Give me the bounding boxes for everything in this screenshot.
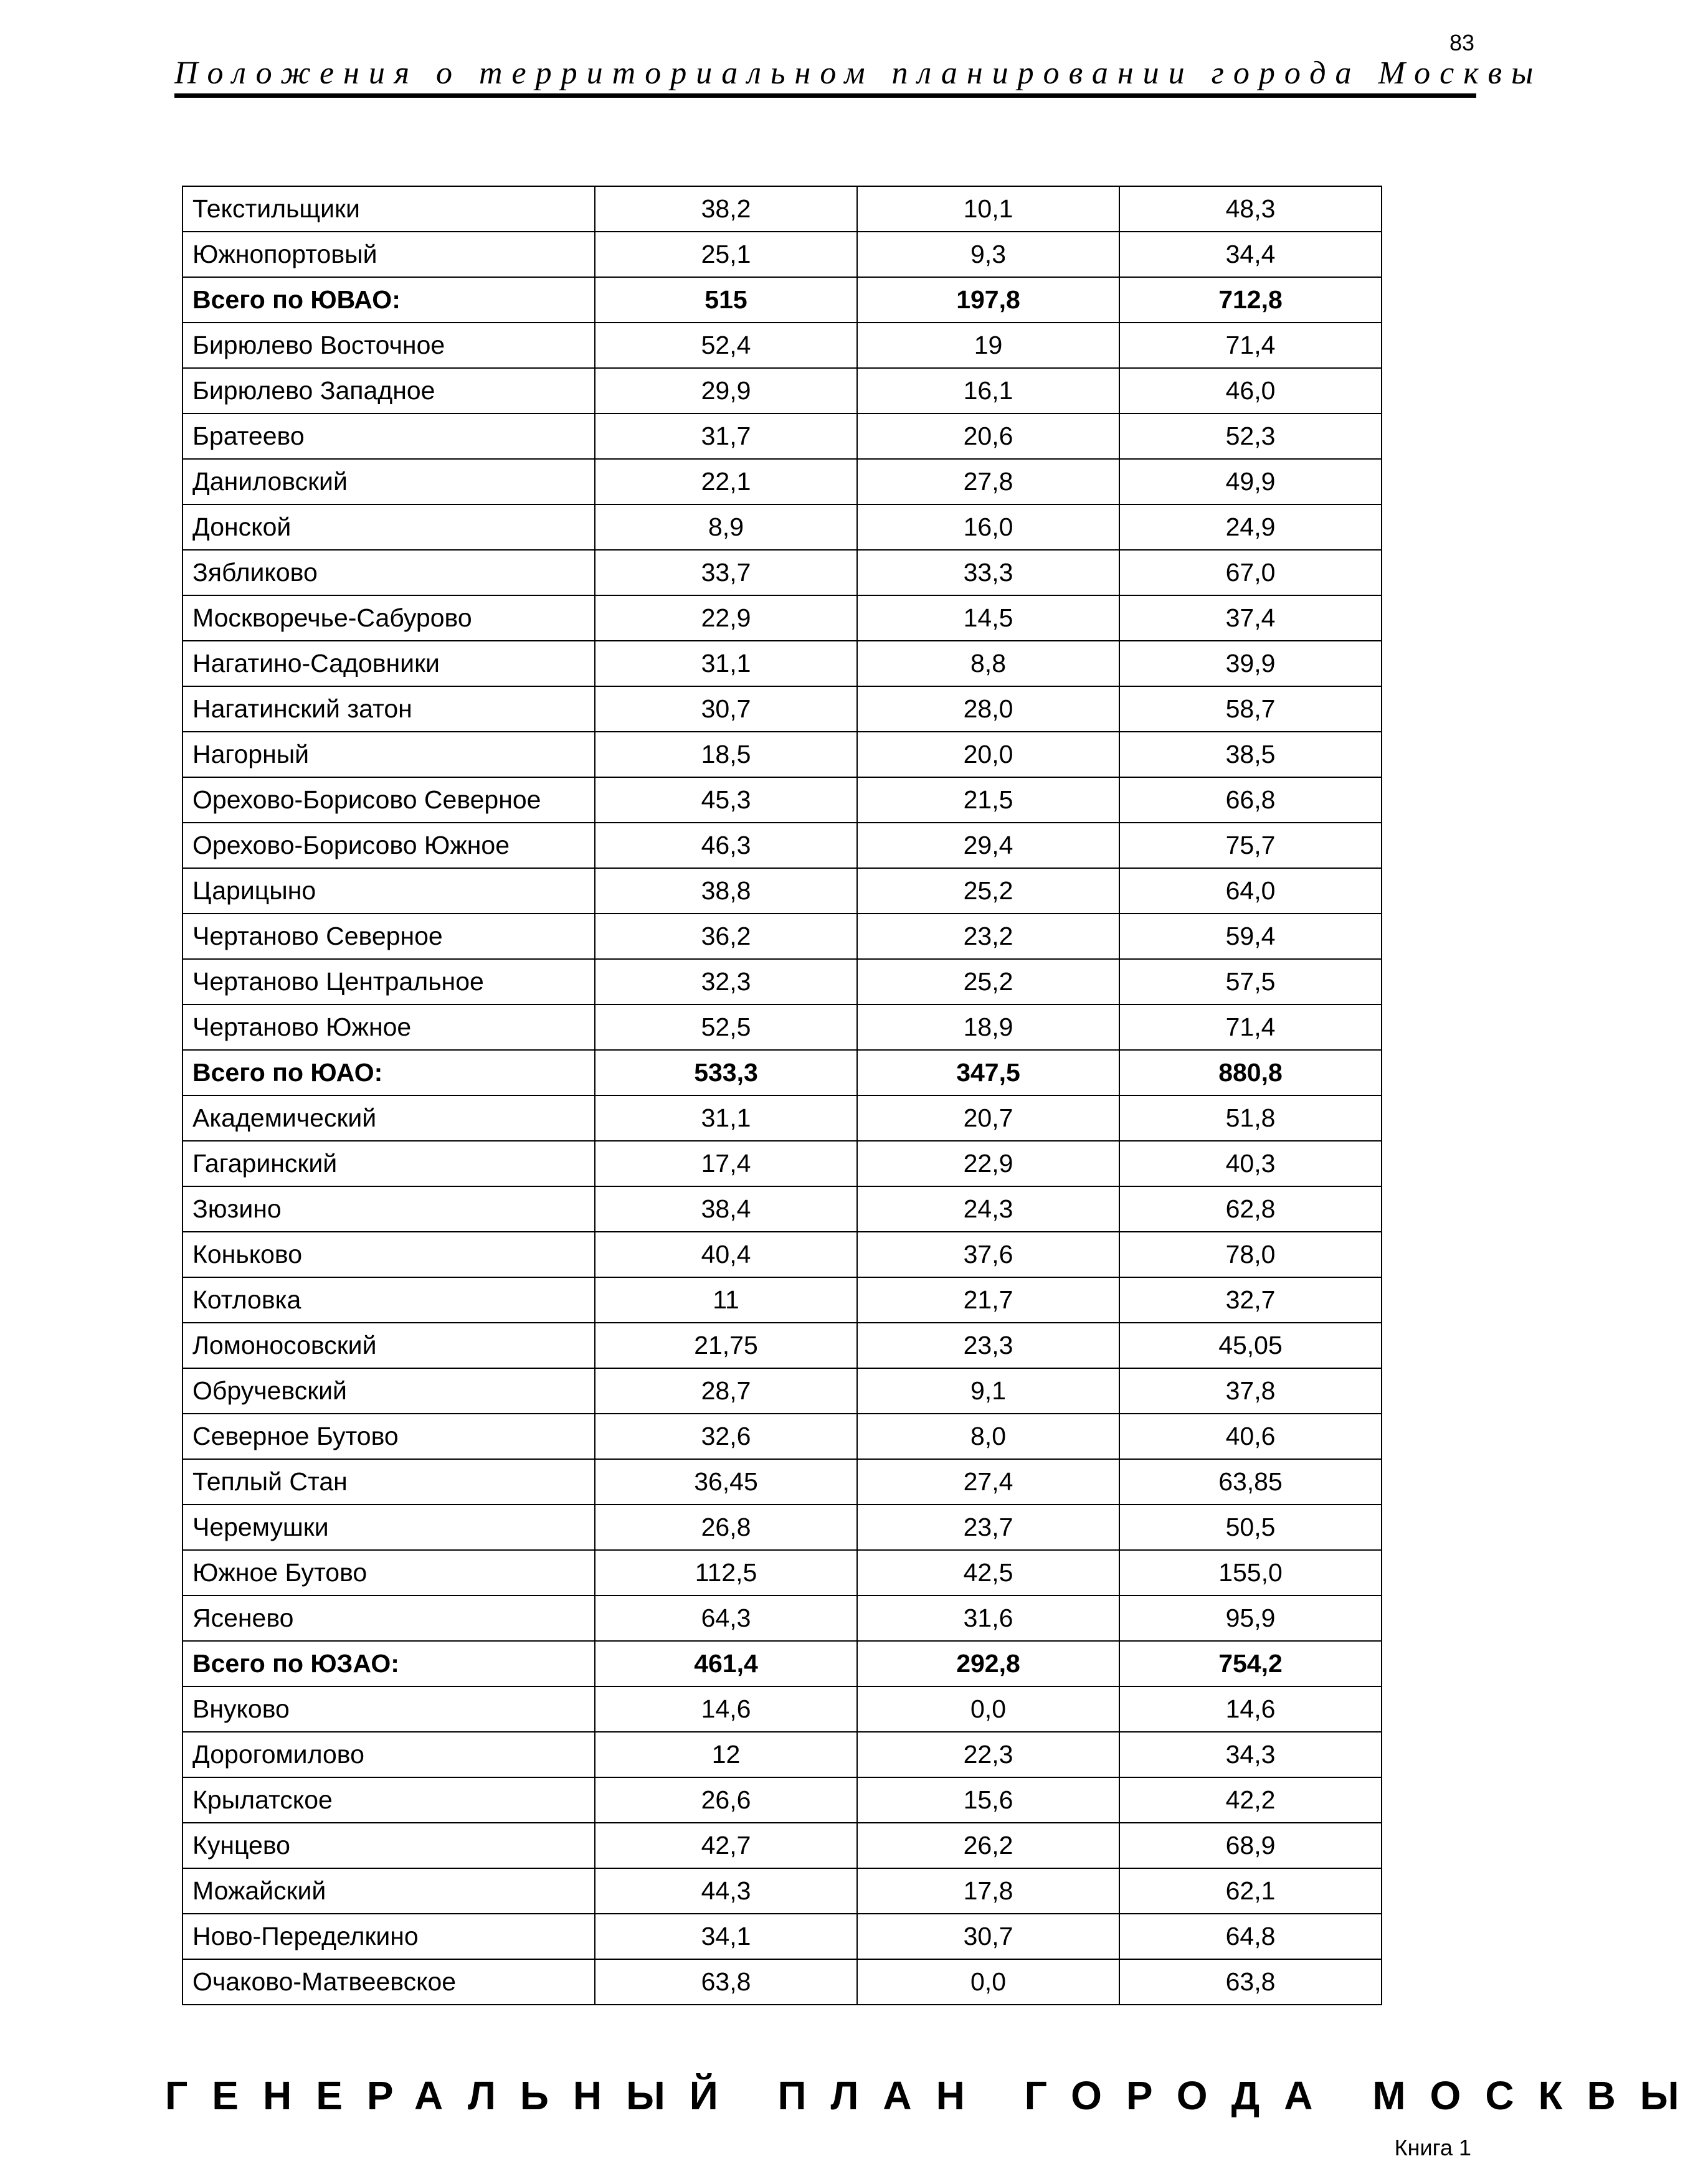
district-name-cell: Обручевский	[183, 1368, 595, 1414]
table-row	[183, 459, 1382, 504]
district-name-cell: Зябликово	[183, 550, 595, 595]
table-row	[183, 1959, 1382, 2005]
table-row	[183, 1323, 1382, 1368]
table-row	[183, 686, 1382, 732]
district-name-cell: Черемушки	[183, 1505, 595, 1550]
value-cell-1: 18,5	[595, 732, 857, 777]
value-cell-1: 22,9	[595, 595, 857, 641]
value-cell-1: 52,5	[595, 1005, 857, 1050]
value-cell-3: 95,9	[1119, 1595, 1382, 1641]
value-cell-1: 21,75	[595, 1323, 857, 1368]
value-cell-2: 20,6	[857, 414, 1119, 459]
district-name-cell: Донской	[183, 504, 595, 550]
table-row	[183, 504, 1382, 550]
district-name-cell: Ново-Переделкино	[183, 1914, 595, 1959]
value-cell-2: 8,8	[857, 641, 1119, 686]
value-cell-2: 0,0	[857, 1959, 1119, 2005]
value-cell-3: 58,7	[1119, 686, 1382, 732]
value-cell-1: 26,6	[595, 1777, 857, 1823]
value-cell-1: 45,3	[595, 777, 857, 823]
table-row	[183, 550, 1382, 595]
value-cell-2: 42,5	[857, 1550, 1119, 1595]
book-label: Книга 1	[1394, 2135, 1471, 2160]
table-row	[183, 595, 1382, 641]
table-row	[183, 1505, 1382, 1550]
value-cell-1: 31,1	[595, 1095, 857, 1141]
table-row	[183, 1277, 1382, 1323]
district-name-cell: Бирюлево Восточное	[183, 323, 595, 368]
district-name-cell: Внуково	[183, 1686, 595, 1732]
value-cell-3: 63,85	[1119, 1459, 1382, 1505]
value-cell-1: 52,4	[595, 323, 857, 368]
header-rule	[174, 93, 1476, 98]
value-cell-3: 14,6	[1119, 1686, 1382, 1732]
value-cell-3: 64,8	[1119, 1914, 1382, 1959]
district-name-cell: Северное Бутово	[183, 1414, 595, 1459]
value-cell-3: 49,9	[1119, 459, 1382, 504]
district-name-cell: Орехово-Борисово Южное	[183, 823, 595, 868]
value-cell-1: 11	[595, 1277, 857, 1323]
value-cell-3: 155,0	[1119, 1550, 1382, 1595]
value-cell-2: 19	[857, 323, 1119, 368]
table-row	[183, 1595, 1382, 1641]
value-cell-2: 15,6	[857, 1777, 1119, 1823]
table-row	[183, 641, 1382, 686]
table-body	[183, 186, 1382, 2005]
district-name-cell: Чертаново Северное	[183, 914, 595, 959]
value-cell-3: 71,4	[1119, 323, 1382, 368]
table-row	[183, 1232, 1382, 1277]
district-name-cell: Нагорный	[183, 732, 595, 777]
value-cell-3: 34,3	[1119, 1732, 1382, 1777]
value-cell-1: 12	[595, 1732, 857, 1777]
district-name-cell: Всего по ЮЗАО:	[183, 1641, 595, 1686]
value-cell-2: 22,9	[857, 1141, 1119, 1186]
value-cell-2: 30,7	[857, 1914, 1119, 1959]
value-cell-3: 62,1	[1119, 1868, 1382, 1914]
value-cell-3: 50,5	[1119, 1505, 1382, 1550]
value-cell-2: 23,7	[857, 1505, 1119, 1550]
table-row	[183, 1414, 1382, 1459]
table-row	[183, 1005, 1382, 1050]
value-cell-1: 44,3	[595, 1868, 857, 1914]
value-cell-2: 28,0	[857, 686, 1119, 732]
district-name-cell: Котловка	[183, 1277, 595, 1323]
district-name-cell: Теплый Стан	[183, 1459, 595, 1505]
district-name-cell: Всего по ЮАО:	[183, 1050, 595, 1095]
value-cell-2: 25,2	[857, 868, 1119, 914]
value-cell-3: 39,9	[1119, 641, 1382, 686]
value-cell-2: 197,8	[857, 277, 1119, 323]
table-row	[183, 323, 1382, 368]
value-cell-2: 14,5	[857, 595, 1119, 641]
running-header-title: Положения о территориальном планировании города Москвы	[174, 55, 1543, 91]
table-row	[183, 914, 1382, 959]
table-row	[183, 1686, 1382, 1732]
table-row	[183, 232, 1382, 277]
value-cell-2: 31,6	[857, 1595, 1119, 1641]
value-cell-2: 16,0	[857, 504, 1119, 550]
value-cell-2: 347,5	[857, 1050, 1119, 1095]
table-row	[183, 1095, 1382, 1141]
value-cell-2: 0,0	[857, 1686, 1119, 1732]
district-name-cell: Можайский	[183, 1868, 595, 1914]
district-name-cell: Орехово-Борисово Северное	[183, 777, 595, 823]
table-row	[183, 1186, 1382, 1232]
table-total-row	[183, 1641, 1382, 1686]
table-row	[183, 823, 1382, 868]
value-cell-1: 40,4	[595, 1232, 857, 1277]
value-cell-1: 33,7	[595, 550, 857, 595]
district-name-cell: Нагатинский затон	[183, 686, 595, 732]
value-cell-3: 64,0	[1119, 868, 1382, 914]
value-cell-3: 75,7	[1119, 823, 1382, 868]
value-cell-1: 22,1	[595, 459, 857, 504]
value-cell-2: 33,3	[857, 550, 1119, 595]
value-cell-1: 38,4	[595, 1186, 857, 1232]
value-cell-2: 10,1	[857, 186, 1119, 232]
value-cell-2: 17,8	[857, 1868, 1119, 1914]
district-name-cell: Гагаринский	[183, 1141, 595, 1186]
footer-title: ГЕНЕРАЛЬНЫЙ ПЛАН ГОРОДА МОСКВЫ	[165, 2073, 1703, 2118]
district-name-cell: Ясенево	[183, 1595, 595, 1641]
value-cell-3: 66,8	[1119, 777, 1382, 823]
table-row	[183, 1732, 1382, 1777]
value-cell-2: 21,5	[857, 777, 1119, 823]
value-cell-3: 51,8	[1119, 1095, 1382, 1141]
value-cell-1: 30,7	[595, 686, 857, 732]
district-name-cell: Коньково	[183, 1232, 595, 1277]
value-cell-3: 38,5	[1119, 732, 1382, 777]
value-cell-3: 40,6	[1119, 1414, 1382, 1459]
district-name-cell: Нагатино-Садовники	[183, 641, 595, 686]
value-cell-2: 16,1	[857, 368, 1119, 414]
value-cell-2: 37,6	[857, 1232, 1119, 1277]
value-cell-2: 20,0	[857, 732, 1119, 777]
value-cell-1: 32,3	[595, 959, 857, 1005]
table-row	[183, 1459, 1382, 1505]
value-cell-3: 42,2	[1119, 1777, 1382, 1823]
value-cell-3: 78,0	[1119, 1232, 1382, 1277]
value-cell-1: 63,8	[595, 1959, 857, 2005]
value-cell-3: 37,4	[1119, 595, 1382, 641]
value-cell-2: 25,2	[857, 959, 1119, 1005]
value-cell-1: 36,2	[595, 914, 857, 959]
value-cell-1: 112,5	[595, 1550, 857, 1595]
table-row	[183, 732, 1382, 777]
value-cell-3: 46,0	[1119, 368, 1382, 414]
district-name-cell: Чертаново Центральное	[183, 959, 595, 1005]
value-cell-1: 38,2	[595, 186, 857, 232]
table-row	[183, 1141, 1382, 1186]
table-total-row	[183, 1050, 1382, 1095]
table-row	[183, 959, 1382, 1005]
value-cell-1: 38,8	[595, 868, 857, 914]
district-name-cell: Крылатское	[183, 1777, 595, 1823]
value-cell-2: 21,7	[857, 1277, 1119, 1323]
value-cell-3: 24,9	[1119, 504, 1382, 550]
district-name-cell: Братеево	[183, 414, 595, 459]
value-cell-1: 25,1	[595, 232, 857, 277]
table-total-row	[183, 277, 1382, 323]
value-cell-1: 34,1	[595, 1914, 857, 1959]
value-cell-3: 67,0	[1119, 550, 1382, 595]
value-cell-2: 20,7	[857, 1095, 1119, 1141]
district-name-cell: Даниловский	[183, 459, 595, 504]
value-cell-1: 28,7	[595, 1368, 857, 1414]
district-name-cell: Зюзино	[183, 1186, 595, 1232]
value-cell-2: 29,4	[857, 823, 1119, 868]
value-cell-3: 712,8	[1119, 277, 1382, 323]
value-cell-1: 8,9	[595, 504, 857, 550]
value-cell-3: 880,8	[1119, 1050, 1382, 1095]
value-cell-3: 57,5	[1119, 959, 1382, 1005]
value-cell-1: 17,4	[595, 1141, 857, 1186]
table-row	[183, 777, 1382, 823]
value-cell-1: 46,3	[595, 823, 857, 868]
value-cell-3: 52,3	[1119, 414, 1382, 459]
value-cell-1: 29,9	[595, 368, 857, 414]
district-name-cell: Кунцево	[183, 1823, 595, 1868]
table-row	[183, 1550, 1382, 1595]
value-cell-3: 48,3	[1119, 186, 1382, 232]
value-cell-2: 26,2	[857, 1823, 1119, 1868]
value-cell-1: 31,1	[595, 641, 857, 686]
value-cell-1: 42,7	[595, 1823, 857, 1868]
value-cell-3: 40,3	[1119, 1141, 1382, 1186]
value-cell-2: 24,3	[857, 1186, 1119, 1232]
district-data-table	[182, 186, 1382, 2005]
table-row	[183, 414, 1382, 459]
table-row	[183, 868, 1382, 914]
district-name-cell: Бирюлево Западное	[183, 368, 595, 414]
value-cell-1: 515	[595, 277, 857, 323]
table-row	[183, 1777, 1382, 1823]
district-name-cell: Царицыно	[183, 868, 595, 914]
value-cell-1: 31,7	[595, 414, 857, 459]
value-cell-3: 37,8	[1119, 1368, 1382, 1414]
value-cell-2: 9,3	[857, 232, 1119, 277]
value-cell-3: 63,8	[1119, 1959, 1382, 2005]
value-cell-2: 18,9	[857, 1005, 1119, 1050]
value-cell-3: 45,05	[1119, 1323, 1382, 1368]
value-cell-2: 23,3	[857, 1323, 1119, 1368]
value-cell-1: 64,3	[595, 1595, 857, 1641]
district-name-cell: Южнопортовый	[183, 232, 595, 277]
value-cell-1: 26,8	[595, 1505, 857, 1550]
district-name-cell: Ломоносовский	[183, 1323, 595, 1368]
district-name-cell: Академический	[183, 1095, 595, 1141]
value-cell-2: 22,3	[857, 1732, 1119, 1777]
table-row	[183, 186, 1382, 232]
table-row	[183, 1368, 1382, 1414]
district-name-cell: Дорогомилово	[183, 1732, 595, 1777]
value-cell-3: 34,4	[1119, 232, 1382, 277]
value-cell-3: 71,4	[1119, 1005, 1382, 1050]
value-cell-1: 461,4	[595, 1641, 857, 1686]
value-cell-2: 27,8	[857, 459, 1119, 504]
table-row	[183, 368, 1382, 414]
table-row	[183, 1823, 1382, 1868]
value-cell-2: 27,4	[857, 1459, 1119, 1505]
table-row	[183, 1914, 1382, 1959]
value-cell-3: 59,4	[1119, 914, 1382, 959]
table-row	[183, 1868, 1382, 1914]
district-name-cell: Чертаново Южное	[183, 1005, 595, 1050]
value-cell-3: 68,9	[1119, 1823, 1382, 1868]
district-name-cell: Москворечье-Сабурово	[183, 595, 595, 641]
value-cell-2: 9,1	[857, 1368, 1119, 1414]
value-cell-3: 32,7	[1119, 1277, 1382, 1323]
value-cell-1: 36,45	[595, 1459, 857, 1505]
district-name-cell: Южное Бутово	[183, 1550, 595, 1595]
value-cell-3: 62,8	[1119, 1186, 1382, 1232]
value-cell-2: 292,8	[857, 1641, 1119, 1686]
district-name-cell: Очаково-Матвеевское	[183, 1959, 595, 2005]
value-cell-1: 32,6	[595, 1414, 857, 1459]
value-cell-1: 533,3	[595, 1050, 857, 1095]
value-cell-2: 8,0	[857, 1414, 1119, 1459]
value-cell-1: 14,6	[595, 1686, 857, 1732]
value-cell-2: 23,2	[857, 914, 1119, 959]
district-name-cell: Текстильщики	[183, 186, 595, 232]
page-number: 83	[1449, 30, 1474, 55]
district-name-cell: Всего по ЮВАО:	[183, 277, 595, 323]
value-cell-3: 754,2	[1119, 1641, 1382, 1686]
